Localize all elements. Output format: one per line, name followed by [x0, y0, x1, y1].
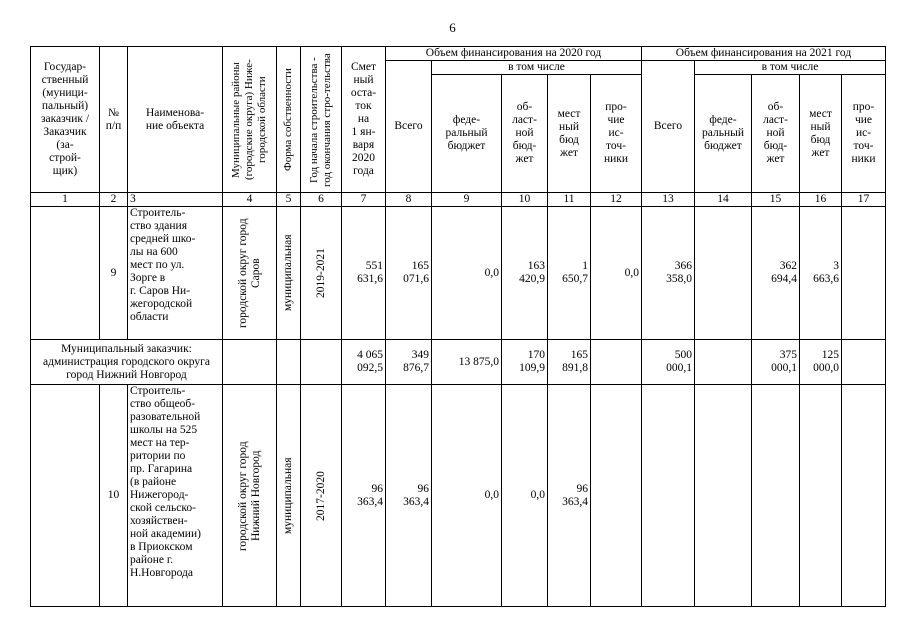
- federal-2021: [695, 207, 752, 340]
- empty-cell: [223, 340, 277, 385]
- local-2020: 96 363,4: [548, 385, 591, 607]
- col-number: 5: [277, 193, 301, 207]
- local-2021: 125 000,0: [800, 340, 842, 385]
- header-federal-2020: феде- ральный бюджет: [432, 75, 502, 193]
- local-2021: [800, 385, 842, 607]
- table-row: [31, 385, 886, 607]
- construction-years: 2019-2021: [314, 248, 327, 298]
- other-2021: [842, 207, 886, 340]
- regional-2021: [752, 385, 800, 607]
- total-2020: 96 363,4: [386, 385, 432, 607]
- empty-cell: [277, 340, 301, 385]
- other-2020: 0,0: [591, 207, 642, 340]
- col-number: 3: [128, 193, 223, 207]
- header-local-2021: мест ный бюд жет: [800, 75, 842, 193]
- total-2020: 165 071,6: [386, 207, 432, 340]
- row-number: 10: [100, 385, 128, 607]
- col-number: 10: [502, 193, 548, 207]
- other-2021: [842, 385, 886, 607]
- regional-2021: 362 694,4: [752, 207, 800, 340]
- regional-2020: 0,0: [502, 385, 548, 607]
- col-number: 8: [386, 193, 432, 207]
- col-number: 6: [301, 193, 342, 207]
- column-number-row: [31, 193, 886, 207]
- col-number: 15: [752, 193, 800, 207]
- total-2020: 349 876,7: [386, 340, 432, 385]
- total-2021: 366 358,0: [642, 207, 695, 340]
- estimate-value: 4 065 092,5: [342, 340, 386, 385]
- total-2021: 500 000,1: [642, 340, 695, 385]
- header-fin2021: Объем финансирования на 2021 год: [642, 47, 886, 61]
- header-local-2020: мест ный бюд жет: [548, 75, 591, 193]
- regional-2020: 163 420,9: [502, 207, 548, 340]
- federal-2021: [695, 340, 752, 385]
- federal-2020: 13 875,0: [432, 340, 502, 385]
- header-total-2021: Всего: [642, 61, 695, 193]
- header-total-2020: Всего: [386, 61, 432, 193]
- page-number: 6: [449, 20, 456, 35]
- ownership-form: муниципальная: [282, 234, 294, 312]
- district-name: городской округ город Саров: [236, 218, 262, 328]
- financing-table: [30, 46, 886, 607]
- col-number: 7: [342, 193, 386, 207]
- object-name: Строитель- ство общеоб- разовательной школы на 525 мест на тер- ритории по пр. Гагарина (в районе Нижегород- ской сельско- хозяйствен- ной академии) в Приокском районе г. Н.Новгорода: [128, 385, 223, 607]
- customer-cell-empty: [31, 207, 100, 340]
- header-num: № п/п: [100, 47, 128, 193]
- local-2020: 165 891,8: [548, 340, 591, 385]
- regional-2021: 375 000,1: [752, 340, 800, 385]
- header-regional-2021: об- ласт- ной бюд- жет: [752, 75, 800, 193]
- table-row: [31, 340, 886, 385]
- federal-2020: 0,0: [432, 385, 502, 607]
- col-number: 12: [591, 193, 642, 207]
- other-2020: [591, 385, 642, 607]
- col-number: 17: [842, 193, 886, 207]
- col-number: 16: [800, 193, 842, 207]
- customer-cell-empty: [31, 385, 100, 607]
- local-2021: 3 663,6: [800, 207, 842, 340]
- regional-2020: 170 109,9: [502, 340, 548, 385]
- header-object-name: Наименова- ние объекта: [128, 47, 223, 193]
- col-number: 9: [432, 193, 502, 207]
- header-federal-2021: феде- ральный бюджет: [695, 75, 752, 193]
- header-customer: Государ- ственный (муници- пальный) заказчик / Заказчик (за- строй- щик): [31, 47, 100, 193]
- header-ownership: Форма собственности: [282, 68, 294, 171]
- col-number: 11: [548, 193, 591, 207]
- col-number: 2: [100, 193, 128, 207]
- header-estimate: Смет ный оста- ток на 1 ян- варя 2020 года: [342, 47, 386, 193]
- empty-cell: [301, 340, 342, 385]
- other-2020: [591, 340, 642, 385]
- table-row: [31, 207, 886, 340]
- header-other-2021: про- чие ис- точ- ники: [842, 75, 886, 193]
- estimate-value: 96 363,4: [342, 385, 386, 607]
- federal-2020: 0,0: [432, 207, 502, 340]
- row-number: 9: [100, 207, 128, 340]
- col-number: 14: [695, 193, 752, 207]
- col-number: 13: [642, 193, 695, 207]
- header-including-2021: в том числе: [695, 61, 886, 75]
- col-number: 4: [223, 193, 277, 207]
- district-name: городской округ город Нижний Новгород: [236, 440, 262, 551]
- header-other-2020: про- чие ис- точ- ники: [591, 75, 642, 193]
- municipal-customer: Муниципальный заказчик: администрация городского округа город Нижний Новгород: [31, 340, 223, 385]
- object-name: Строитель- ство здания средней шко- лы на 600 мест по ул. Зорге в г. Саров Ни- жегородской области: [128, 207, 223, 340]
- header-fin2020: Объем финансирования на 2020 год: [386, 47, 642, 61]
- total-2021: [642, 385, 695, 607]
- estimate-value: 551 631,6: [342, 207, 386, 340]
- header-regional-2020: об- ласт- ной бюд- жет: [502, 75, 548, 193]
- header-district: Муниципальные районы (городские округа) Ниже-городской области: [230, 59, 268, 180]
- local-2020: 1 650,7: [548, 207, 591, 340]
- header-row: [31, 47, 886, 61]
- other-2021: [842, 340, 886, 385]
- federal-2021: [695, 385, 752, 607]
- col-number: 1: [31, 193, 100, 207]
- construction-years: 2017-2020: [314, 470, 327, 521]
- header-years: Год начала строительства - год окончания стро-тельства: [308, 52, 333, 187]
- header-including-2020: в том числе: [432, 61, 642, 75]
- ownership-form: муниципальная: [282, 457, 294, 534]
